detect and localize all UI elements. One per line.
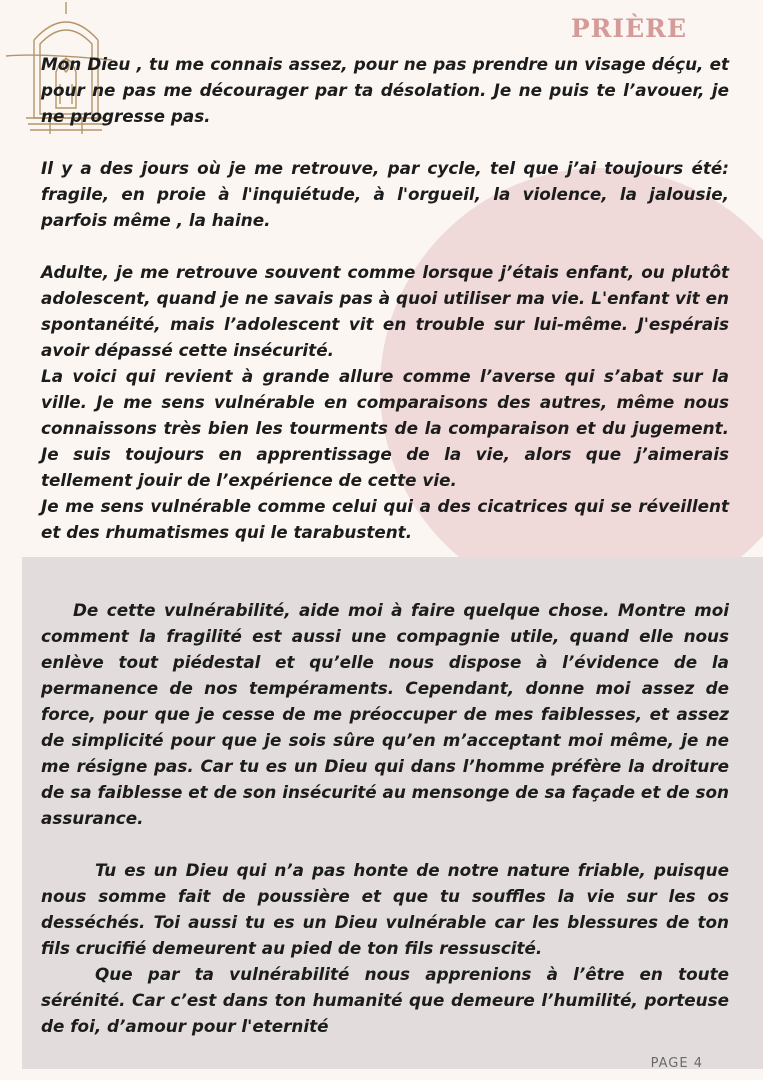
paragraph: Que par ta vulnérabilité nous apprenions à l’être en toute sérénité. Car c’est dans ton humanité que demeure l’humilité, porteuse de foi, d’amour pour l'eternité — [41, 964, 729, 1036]
page-number: PAGE 4 — [650, 1056, 703, 1071]
spacer — [41, 831, 729, 857]
paragraph: La voici qui revient à grande allure comme l’averse qui s’abat sur la ville. Je me sens vulnérable en comparaisons des autres, même nous connaissons très bien les tourments de la comparaison et du jugement. Je suis toujours en apprentissage de la vie, alors que j’aimerais tellement jouir de l’expérience de cette vie. — [41, 366, 729, 490]
paragraph: Je me sens vulnérable comme celui qui a des cicatrices qui se réveillent et des rhumatismes qui le tarabustent. — [41, 496, 729, 542]
spacer — [41, 129, 729, 155]
spacer — [41, 233, 729, 259]
page-title: PRIÈRE — [570, 14, 687, 43]
paragraph: Adulte, je me retrouve souvent comme lorsque j’étais enfant, ou plutôt adolescent, quand je ne savais pas à quoi utiliser ma vie. L'enfant vit en spontanéité, mais l’adolescent vit en trouble sur lui-même. J'espérais avoir dépassé cette insécurité. — [41, 262, 729, 360]
paragraph: Mon Dieu , tu me connais assez, pour ne pas prendre un visage déçu, et pour ne pas me décourager par ta désolation. Je ne puis te l’avouer, je ne progresse pas. — [41, 54, 729, 126]
prayer-text-box — [41, 597, 729, 1039]
prayer-text-top — [41, 51, 729, 545]
paragraph: Il y a des jours où je me retrouve, par cycle, tel que j’ai toujours été: fragile, en proie à l'inquiétude, à l'orgueil, la violence, la jalousie, parfois même , la haine. — [41, 158, 729, 230]
paragraph: Tu es un Dieu qui n’a pas honte de notre nature friable, puisque nous somme fait de poussière et que tu souffles la vie sur les os desséchés. Toi aussi tu es un Dieu vulnérable car les blessures de ton fils crucifié demeurent au pied de ton fils ressuscité. — [41, 860, 729, 958]
paragraph: De cette vulnérabilité, aide moi à faire quelque chose. Montre moi comment la fragilité est aussi une compagnie utile, quand elle nous enlève tout piédestal et qu’elle nous dispose à l’évidence de la permanence de nos tempéraments. Cependant, donne moi assez de force, pour que je cesse de me préoccuper de mes faiblesses, et assez de simplicité pour que je sois sûre qu’en m’acceptant moi même, je ne me résigne pas. Car tu es un Dieu qui dans l’homme préfère la droiture de sa faiblesse et de son insécurité au mensonge de sa façade et de son assurance. — [41, 600, 729, 828]
